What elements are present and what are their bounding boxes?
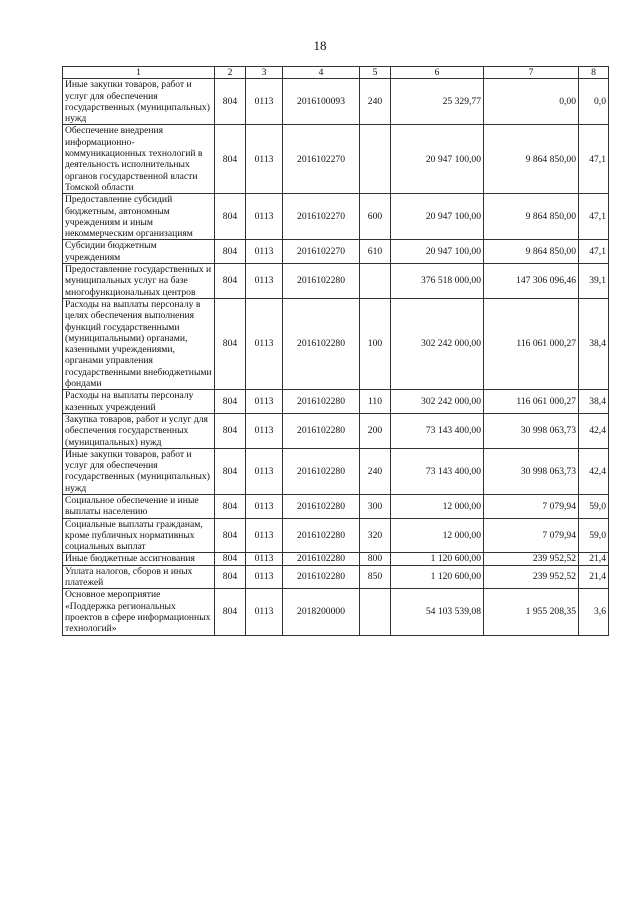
row-target-article-cell: 2016102270 [283, 194, 360, 240]
row-actual-amount-cell: 116 061 000,27 [484, 390, 579, 414]
row-expense-type-cell [360, 589, 391, 635]
row-percent-cell: 38,4 [579, 390, 609, 414]
row-percent-cell: 47,1 [579, 194, 609, 240]
column-header: 3 [246, 67, 283, 79]
row-percent-cell: 39,1 [579, 264, 609, 299]
row-name-cell: Основное мероприятие «Поддержка региональных проектов в сфере информационных технологий» [63, 589, 215, 635]
row-section-cell: 0113 [246, 125, 283, 194]
row-actual-amount-cell: 9 864 850,00 [484, 194, 579, 240]
row-plan-amount-cell: 73 143 400,00 [391, 413, 484, 448]
row-percent-cell: 21,4 [579, 565, 609, 589]
row-plan-amount-cell: 376 518 000,00 [391, 264, 484, 299]
row-expense-type-cell: 100 [360, 298, 391, 389]
column-header: 2 [215, 67, 246, 79]
row-expense-type-cell: 110 [360, 390, 391, 414]
row-name-cell: Закупка товаров, работ и услуг для обеспечения государственных (муниципальных) нужд [63, 413, 215, 448]
row-plan-amount-cell: 73 143 400,00 [391, 448, 484, 494]
row-actual-amount-cell: 30 998 063,73 [484, 448, 579, 494]
row-section-cell: 0113 [246, 240, 283, 264]
row-actual-amount-cell: 116 061 000,27 [484, 298, 579, 389]
column-header: 5 [360, 67, 391, 79]
row-section-cell: 0113 [246, 448, 283, 494]
row-expense-type-cell: 300 [360, 494, 391, 518]
table-row [63, 448, 609, 494]
row-section-cell: 0113 [246, 390, 283, 414]
row-target-article-cell: 2016102280 [283, 565, 360, 589]
row-section-cell: 0113 [246, 79, 283, 125]
row-plan-amount-cell: 20 947 100,00 [391, 194, 484, 240]
row-code-cell: 804 [215, 264, 246, 299]
row-name-cell: Предоставление государственных и муниципальных услуг на базе многофункциональных центров [63, 264, 215, 299]
row-actual-amount-cell: 9 864 850,00 [484, 125, 579, 194]
table-row [63, 298, 609, 389]
row-target-article-cell: 2016102280 [283, 390, 360, 414]
row-name-cell: Иные закупки товаров, работ и услуг для обеспечения государственных (муниципальных) нужд [63, 79, 215, 125]
row-code-cell: 804 [215, 589, 246, 635]
row-expense-type-cell [360, 264, 391, 299]
row-percent-cell: 59,0 [579, 494, 609, 518]
column-header: 8 [579, 67, 609, 79]
row-code-cell: 804 [215, 125, 246, 194]
column-header: 4 [283, 67, 360, 79]
row-percent-cell: 21,4 [579, 553, 609, 565]
table-row [63, 79, 609, 125]
row-name-cell: Предоставление субсидий бюджетным, автономным учреждениям и иным некоммерческим организациям [63, 194, 215, 240]
row-section-cell: 0113 [246, 518, 283, 553]
row-plan-amount-cell: 54 103 539,08 [391, 589, 484, 635]
table-row [63, 194, 609, 240]
row-percent-cell: 38,4 [579, 298, 609, 389]
row-code-cell: 804 [215, 240, 246, 264]
row-percent-cell: 42,4 [579, 448, 609, 494]
row-plan-amount-cell: 1 120 600,00 [391, 565, 484, 589]
row-name-cell: Социальное обеспечение и иные выплаты населению [63, 494, 215, 518]
row-percent-cell: 47,1 [579, 125, 609, 194]
row-actual-amount-cell: 9 864 850,00 [484, 240, 579, 264]
table-row [63, 565, 609, 589]
row-expense-type-cell: 850 [360, 565, 391, 589]
row-target-article-cell: 2016100093 [283, 79, 360, 125]
row-plan-amount-cell: 25 329,77 [391, 79, 484, 125]
row-target-article-cell: 2016102270 [283, 125, 360, 194]
row-code-cell: 804 [215, 518, 246, 553]
row-plan-amount-cell: 20 947 100,00 [391, 125, 484, 194]
row-code-cell: 804 [215, 565, 246, 589]
row-section-cell: 0113 [246, 565, 283, 589]
row-code-cell: 804 [215, 79, 246, 125]
row-section-cell: 0113 [246, 264, 283, 299]
row-plan-amount-cell: 302 242 000,00 [391, 298, 484, 389]
row-section-cell: 0113 [246, 553, 283, 565]
row-section-cell: 0113 [246, 298, 283, 389]
table-row [63, 553, 609, 565]
page-number: 18 [313, 38, 327, 53]
row-name-cell: Иные бюджетные ассигнования [63, 553, 215, 565]
table-body [63, 79, 609, 635]
column-header: 6 [391, 67, 484, 79]
row-section-cell: 0113 [246, 494, 283, 518]
row-expense-type-cell: 800 [360, 553, 391, 565]
row-percent-cell: 47,1 [579, 240, 609, 264]
row-plan-amount-cell: 12 000,00 [391, 494, 484, 518]
table-row [63, 125, 609, 194]
row-target-article-cell: 2016102280 [283, 448, 360, 494]
row-expense-type-cell: 200 [360, 413, 391, 448]
table-row [63, 390, 609, 414]
table-header-row [63, 67, 609, 79]
table-row [63, 518, 609, 553]
row-section-cell: 0113 [246, 413, 283, 448]
row-name-cell: Субсидии бюджетным учреждениям [63, 240, 215, 264]
row-plan-amount-cell: 1 120 600,00 [391, 553, 484, 565]
row-code-cell: 804 [215, 448, 246, 494]
row-code-cell: 804 [215, 494, 246, 518]
table-row [63, 240, 609, 264]
row-expense-type-cell: 240 [360, 448, 391, 494]
row-code-cell: 804 [215, 390, 246, 414]
row-target-article-cell: 2016102280 [283, 298, 360, 389]
row-name-cell: Социальные выплаты гражданам, кроме публичных нормативных социальных выплат [63, 518, 215, 553]
row-plan-amount-cell: 12 000,00 [391, 518, 484, 553]
column-header: 7 [484, 67, 579, 79]
row-target-article-cell: 2016102280 [283, 518, 360, 553]
row-section-cell: 0113 [246, 589, 283, 635]
row-plan-amount-cell: 20 947 100,00 [391, 240, 484, 264]
row-target-article-cell: 2016102280 [283, 264, 360, 299]
row-target-article-cell: 2016102280 [283, 553, 360, 565]
row-code-cell: 804 [215, 553, 246, 565]
row-target-article-cell: 2018200000 [283, 589, 360, 635]
row-name-cell: Уплата налогов, сборов и иных платежей [63, 565, 215, 589]
row-actual-amount-cell: 147 306 096,46 [484, 264, 579, 299]
row-percent-cell: 59,0 [579, 518, 609, 553]
row-percent-cell: 0,0 [579, 79, 609, 125]
row-percent-cell: 3,6 [579, 589, 609, 635]
row-expense-type-cell: 610 [360, 240, 391, 264]
row-code-cell: 804 [215, 298, 246, 389]
row-name-cell: Обеспечение внедрения информационно-коммуникационных технологий в деятельность исполнительных органов государственной власти Томской области [63, 125, 215, 194]
row-section-cell: 0113 [246, 194, 283, 240]
row-code-cell: 804 [215, 194, 246, 240]
row-expense-type-cell: 600 [360, 194, 391, 240]
row-target-article-cell: 2016102280 [283, 413, 360, 448]
row-expense-type-cell: 320 [360, 518, 391, 553]
row-actual-amount-cell: 239 952,52 [484, 565, 579, 589]
table-row [63, 494, 609, 518]
table-row [63, 589, 609, 635]
table-row [63, 413, 609, 448]
row-target-article-cell: 2016102270 [283, 240, 360, 264]
budget-table [62, 66, 609, 636]
row-plan-amount-cell: 302 242 000,00 [391, 390, 484, 414]
table-row [63, 264, 609, 299]
row-code-cell: 804 [215, 413, 246, 448]
row-expense-type-cell [360, 125, 391, 194]
row-expense-type-cell: 240 [360, 79, 391, 125]
row-name-cell: Расходы на выплаты персоналу казенных учреждений [63, 390, 215, 414]
row-actual-amount-cell: 1 955 208,35 [484, 589, 579, 635]
row-name-cell: Иные закупки товаров, работ и услуг для обеспечения государственных (муниципальных) нужд [63, 448, 215, 494]
row-name-cell: Расходы на выплаты персоналу в целях обеспечения выполнения функций государственными (муниципальными) органами, казенными учреждениями, органами управления государственными внебюджетными фондами [63, 298, 215, 389]
row-actual-amount-cell: 7 079,94 [484, 494, 579, 518]
row-actual-amount-cell: 7 079,94 [484, 518, 579, 553]
row-percent-cell: 42,4 [579, 413, 609, 448]
row-actual-amount-cell: 239 952,52 [484, 553, 579, 565]
column-header: 1 [63, 67, 215, 79]
row-actual-amount-cell: 0,00 [484, 79, 579, 125]
row-actual-amount-cell: 30 998 063,73 [484, 413, 579, 448]
row-target-article-cell: 2016102280 [283, 494, 360, 518]
